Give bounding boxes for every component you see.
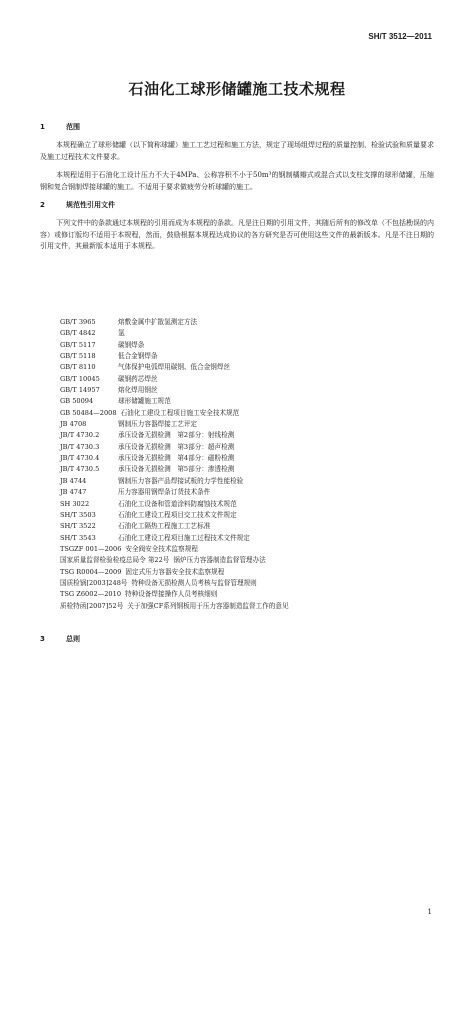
reference-title: 特种设备焊接操作人员考核细则 [125,590,218,599]
document-title: 石油化工球形储罐施工技术规程 [128,80,346,98]
reference-title: 特种设备无损检测人员考核与监督管理规则 [131,578,257,587]
reference-code: GB/T 3965 [60,318,96,326]
reference-code: GB/T 10045 [60,374,100,383]
reference-item [60,453,289,464]
reference-title: 球形储罐施工规范 [118,397,171,406]
reference-title: 承压设备无损检测 第4部分：磁粉检测 [118,454,235,463]
reference-code: GB/T 8110 [60,363,96,372]
reference-item [60,555,289,566]
reference-item [60,567,289,578]
reference-code: SH/T 3522 [60,522,96,531]
reference-title: 氩 [118,329,125,338]
reference-item [60,544,289,555]
reference-code: JB/T 4730.3 [60,442,100,451]
page-number: 1 [427,908,432,916]
reference-item [60,533,289,544]
reference-item [60,419,289,430]
reference-item [60,328,289,339]
reference-item [60,442,289,453]
reference-code: TSGZF 001—2006 [60,544,122,553]
reference-title: 关于加强CF系列钢板用于压力容器制造监督工作的意见 [127,601,289,610]
reference-code: SH/T 3503 [60,510,96,519]
reference-item [60,430,289,441]
reference-code: 国质检锅[2003]248号 [60,578,128,587]
reference-item [60,521,289,532]
reference-title: 承压设备无损检测 第3部分：超声检测 [118,442,235,451]
reference-list [60,317,289,612]
reference-item [60,578,289,589]
standard-code-header: SH/T 3512—2011 [368,32,432,41]
reference-title: 固定式压力容器安全技术监察规程 [125,567,225,576]
reference-title: 熔敷金属中扩散氢测定方法 [118,318,198,326]
reference-code: JB/T 4730.2 [60,431,100,440]
reference-item [60,317,289,328]
reference-title: 碳钢焊条 [118,340,145,349]
reference-title: 锅炉压力容器制造监督管理办法 [173,556,266,565]
reference-title: 碳钢药芯焊丝 [118,374,158,383]
reference-title: 承压设备无损检测 第5部分：渗透检测 [118,465,235,474]
section-title: 规范性引用文件 [66,201,115,209]
reference-title: 承压设备无损检测 第2部分：射线检测 [118,431,235,440]
reference-item [60,385,289,396]
reference-item [60,396,289,407]
section-2-heading [40,200,115,210]
reference-code: GB 50094 [60,397,94,406]
section-number: 1 [40,123,45,131]
reference-title: 低合金钢焊条 [118,352,158,361]
reference-item [60,601,289,612]
reference-item [60,476,289,487]
section-title: 总则 [66,635,80,643]
reference-code: GB/T 14957 [60,386,100,395]
reference-item [60,487,289,498]
reference-title: 钢制压力容器焊接工艺评定 [118,420,198,429]
reference-code: TSG Z6002—2010 [60,590,122,599]
scope-paragraph-1: 本规程确立了球形储罐（以下简称球罐）施工工艺过程和施工方法，规定了现场组焊过程的质量控制、检验试验和质量要求及施工过程技术文件要求。 [40,141,434,161]
reference-code: JB 4708 [60,420,87,429]
reference-title: 石油化工建设工程项目施工安全技术规范 [120,408,240,417]
section-3-heading [40,634,80,644]
reference-title: 气体保护电弧焊用碳钢、低合金钢焊丝 [118,363,231,372]
section-number: 3 [40,635,45,643]
reference-item [60,499,289,510]
reference-code: GB/T 4842 [60,329,96,338]
section-title: 范围 [66,123,80,131]
reference-code: TSG R0004—2009 [60,567,122,576]
reference-code: 质检特函[2007]52号 [60,601,124,610]
reference-title: 石油化工隔热工程施工工艺标准 [118,522,211,531]
reference-item [60,351,289,362]
scope-paragraph-2: 本规程适用于石油化工设计压力不大于4MPa、公称容积不小于50m³的钢制橘瓣式或混合式以支柱支撑的球形储罐，压缩钢和复合钢制焊接球罐的施工。不适用于要求做疲劳分析球罐的施工。 [40,171,434,191]
reference-code: GB 50484—2008 [60,408,117,417]
reference-title: 石油化工建设工程项目交工技术文件规定 [118,510,237,519]
reference-title: 石油化工设备和管道涂料防腐蚀技术规范 [118,499,237,508]
reference-item [60,589,289,600]
reference-title: 石油化工建设工程项目施工过程技术文件规定 [118,533,250,542]
reference-title: 熔化焊用钢丝 [118,386,158,395]
reference-item [60,340,289,351]
reference-code: 国家质量监督检验检疫总局令 第22号 [60,556,170,565]
reference-code: SH/T 3543 [60,533,96,542]
section-1-heading [40,122,80,132]
reference-item [60,408,289,419]
reference-code: SH 3022 [60,499,90,508]
reference-code: GB/T 5117 [60,340,96,349]
reference-code: JB 4744 [60,476,87,485]
reference-title: 钢制压力容器产品焊接试板的力学性能检验 [118,476,244,485]
normative-references-intro: 下列文件中的条款通过本规程的引用而成为本规程的条款。凡是注日期的引用文件，其随后所有的修改单（不包括勘误的内容）或修订版均不适用于本规程，然而，鼓励根据本规程达成协议的各方研究是否可使用这些文件的最新版本。凡是不注日期的引用文件，其最新版本适用于本规程。 [40,219,434,251]
reference-code: JB/T 4730.5 [60,465,100,474]
reference-code: JB 4747 [60,488,87,497]
reference-item [60,510,289,521]
section-number: 2 [40,201,45,209]
reference-item [60,374,289,385]
reference-title: 压力容器用钢焊条订货技术条件 [118,488,211,497]
reference-title: 安全阀安全技术监察规程 [125,544,198,553]
reference-code: JB/T 4730.4 [60,454,100,463]
reference-item [60,464,289,475]
reference-item [60,362,289,373]
reference-code: GB/T 5118 [60,352,96,361]
